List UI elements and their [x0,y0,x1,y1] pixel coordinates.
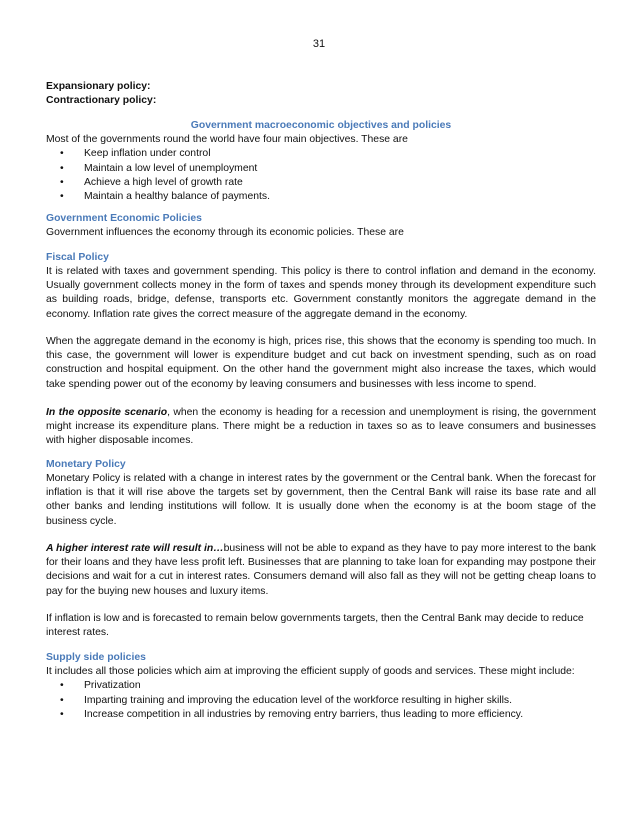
list-item: • Maintain a low level of unemployment [46,162,596,176]
fiscal-paragraph-3 [46,406,596,449]
supply-intro: It includes all those policies which aim at improving the efficient supply of goods and services. These might include: [46,666,575,678]
fiscal-paragraph-1: It is related with taxes and government spending. This policy is there to control inflation and demand in the economy. Usually government collects money in the form of taxes and spends money through its development expenditure such as building roads, bridge, defense, transports etc. Government constantly monitors the aggregate demand in the economy. Inflation rate gives the correct measure of the aggregate demand in the economy. [46,266,596,320]
opposite-scenario-lead: In the opposite scenario [46,407,168,418]
objectives-list [46,147,596,204]
list-item: • Keep inflation under control [46,147,596,161]
monetary-title: Monetary Policy [46,459,126,470]
higher-interest-lead: A higher interest rate will result in… [46,543,224,554]
higher-interest-text: business will not be able to expand as they have to pay more interest to the bank for their loans and they have less profit left. Businesses that are planning to take loan for expanding may postpone their decisions and wait for a cut in interest rates. Consumers demand will also fall as they will not be getting cheap loans to pay for the buying new houses and luxury items. [46,543,597,597]
economic-policies-section [46,212,596,240]
monetary-paragraph-2 [46,542,596,599]
contractionary-label: Contractionary policy: [46,95,157,107]
objectives-section [46,119,596,204]
list-item: • Privatization [46,679,596,693]
economic-policies-intro: Government influences the economy through its economic policies. These are [46,227,404,239]
supply-title: Supply side policies [46,652,146,663]
monetary-paragraph-3: If inflation is low and is forecasted to remain below governments targets, then the Central Bank may decide to reduce interest rates. [46,613,584,639]
fiscal-paragraph-2: When the aggregate demand in the economy is high, prices rise, this shows that the economy is spending too much. In this case, the government will lower is expenditure budget and cut back on investment spending, such as on road construction and hospital equipment. On the other hand the government might also increase the taxes, which would take spending power out of the economy by leaving consumers and businesses with less income to spend. [46,336,596,390]
policy-labels [46,80,596,108]
objectives-title: Government macroeconomic objectives and policies [190,120,452,131]
page-number: 31 [312,38,326,50]
economic-policies-title: Government Economic Policies [46,213,202,224]
opposite-scenario-text: , when the economy is heading for a recession and unemployment is rising, the government might increase its expenditure plans. There might be a reduction in taxes so as to leave consumers and businesses with higher disposable incomes. [46,407,596,447]
list-item: • Increase competition in all industries by removing entry barriers, thus leading to more efficiency. [46,708,596,722]
objectives-intro: Most of the governments round the world have four main objectives. These are [46,134,408,146]
list-item: • Maintain a healthy balance of payments. [46,190,596,204]
supply-section [46,651,596,722]
fiscal-title: Fiscal Policy [46,252,109,263]
list-item: • Achieve a high level of growth rate [46,176,596,190]
list-item: • Imparting training and improving the education level of the workforce resulting in higher skills. [46,694,596,708]
monetary-paragraph-1: Monetary Policy is related with a change in interest rates by the government or the Central bank. When the forecast for inflation is that it will rise above the targets set by government, then the Central Bank will raise its base rate and all other banks and lending institutions will follow. It is usually done when the economy is at the boom stage of the business cycle. [46,473,596,527]
supply-list [46,679,596,722]
expansionary-label: Expansionary policy: [46,81,151,92]
